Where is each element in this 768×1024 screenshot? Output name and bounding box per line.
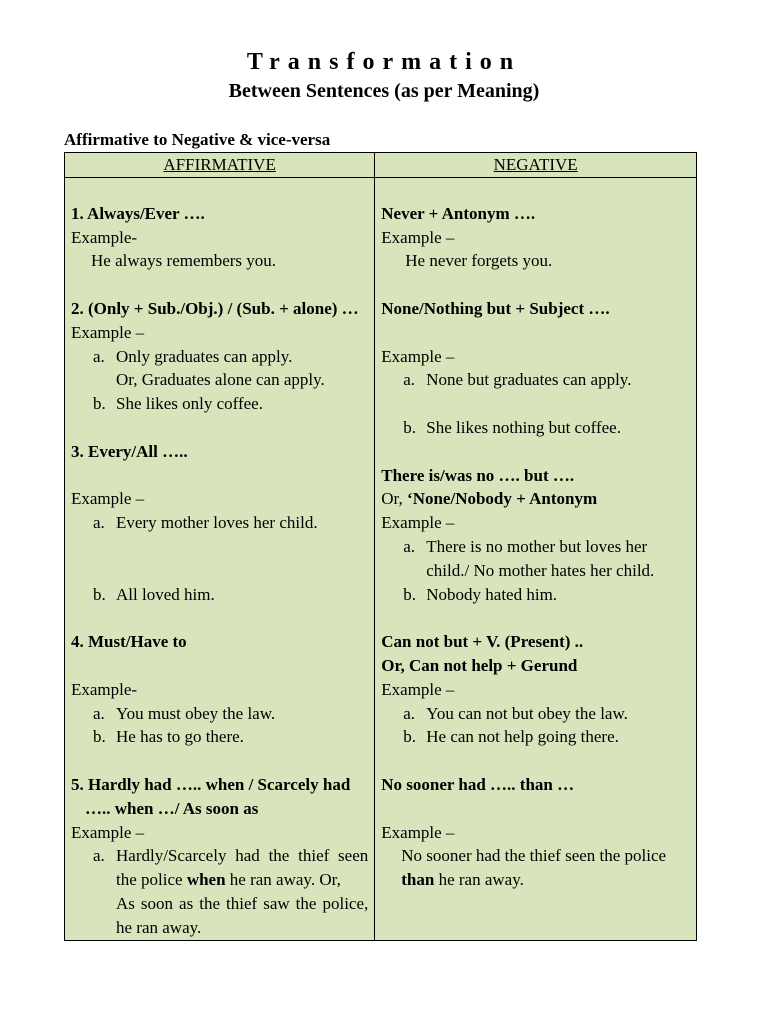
rule-heading: 4. Must/Have to: [71, 632, 187, 652]
list-item: b. Nobody hated him.: [403, 584, 558, 604]
section-heading: Affirmative to Negative & vice-versa: [64, 130, 331, 149]
list-item: b. She likes nothing but coffee.: [403, 417, 621, 437]
list-item: a. Only graduates can apply.: [93, 346, 293, 366]
list-item: b. He has to go there.: [93, 727, 244, 747]
page-subtitle: Between Sentences (as per Meaning): [228, 80, 540, 102]
rule-alternative: Or, Can not help + Gerund: [381, 655, 578, 675]
list-item: a. There is no mother but loves her child./ No mother hates her child.: [403, 536, 655, 580]
list-item: b. All loved him.: [93, 584, 215, 604]
example-label: Example –: [381, 679, 455, 699]
example-label: Example –: [71, 489, 145, 509]
column-header-negative: NEGATIVE: [375, 153, 697, 178]
example-label: Example –: [381, 227, 455, 247]
affirmative-cell: [65, 178, 375, 941]
rule-heading: 1. Always/Ever ….: [71, 203, 205, 223]
rule-heading: There is/was no …. but ….: [381, 465, 575, 485]
rule-heading: No sooner had ….. than …: [381, 774, 575, 794]
rule-heading: 3. Every/All …..: [71, 441, 188, 461]
column-header-affirmative: AFFIRMATIVE: [65, 153, 375, 178]
example-label: Example-: [71, 227, 138, 247]
rule-heading: 5. Hardly had ….. when / Scarcely had ….. when …/ As soon as: [71, 774, 351, 818]
list-item: a. Hardly/Scarcely had the thief seen the police when he ran away. Or,: [93, 846, 369, 890]
page-title: Transformation: [246, 49, 522, 75]
transformation-table: [64, 152, 697, 941]
rule-heading: Can not but + V. (Present) ..: [381, 632, 584, 652]
example-label: Example –: [381, 513, 455, 533]
rule-alternative: Or, ‘None/Nobody + Antonym: [381, 489, 598, 509]
list-item: Or, Graduates alone can apply.: [116, 370, 325, 390]
list-item: a. You can not but obey the law.: [403, 703, 628, 723]
rule-heading: None/Nothing but + Subject ….: [381, 298, 610, 318]
list-item: As soon as the thief saw the police, he ran away.: [116, 893, 369, 937]
example-label: Example –: [381, 822, 455, 842]
list-item: b. She likes only coffee.: [93, 394, 263, 414]
rule-heading: Never + Antonym ….: [381, 203, 536, 223]
negative-cell: [375, 178, 697, 941]
table-header-row: [65, 153, 697, 178]
list-item: a. You must obey the law.: [93, 703, 276, 723]
rule-heading: 2. (Only + Sub./Obj.) / (Sub. + alone) …: [71, 298, 359, 318]
example-label: Example –: [71, 822, 145, 842]
list-item: b. He can not help going there.: [403, 727, 619, 747]
example-label: Example –: [71, 322, 145, 342]
list-item: a. Every mother loves her child.: [93, 513, 318, 533]
table-row: [65, 178, 697, 941]
example-label: Example-: [71, 679, 138, 699]
example-label: Example –: [381, 346, 455, 366]
list-item: a. None but graduates can apply.: [403, 370, 632, 390]
example-text: He always remembers you.: [91, 251, 277, 271]
example-text: No sooner had the thief seen the police than he ran away.: [401, 846, 667, 890]
example-text: He never forgets you.: [405, 251, 553, 271]
